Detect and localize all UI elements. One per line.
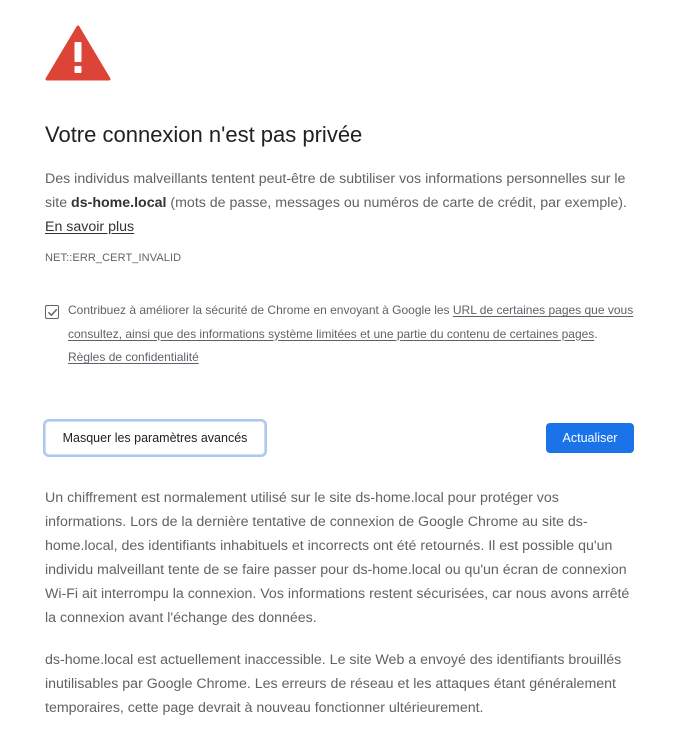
intro-text-before: Des individus malveillants tentent peut-être de subtiliser vos informations personnelles sur le site [45, 171, 626, 211]
hide-advanced-button[interactable]: Masquer les paramètres avancés [45, 421, 265, 455]
checkmark-icon [47, 307, 58, 318]
intro-text [45, 167, 637, 239]
optin-data-link[interactable]: URL de certaines pages que vous consultez, ainsi que des informations système limitées et une partie du contenu de certaines pages [68, 303, 634, 341]
error-code: NET::ERR_CERT_INVALID [45, 252, 182, 264]
reload-button[interactable]: Actualiser [546, 423, 634, 453]
details-paragraph: ds-home.local est actuellement inaccessible. Le site Web a envoyé des identifiants brouillés inutilisables par Google Chrome. Les erreurs de réseau et les attaques étant généralement temporaires, cette page devrait à nouveau fonctionner ultérieurement. [45, 652, 622, 716]
optin-label [68, 299, 637, 370]
host-name: ds-home.local [71, 195, 167, 211]
optin-text-before: Contribuez à améliorer la sécurité de Chrome en envoyant à Google les [68, 303, 453, 317]
page-title: Votre connexion n'est pas privée [45, 122, 363, 147]
warning-triangle-icon [45, 25, 111, 81]
optin-checkbox[interactable] [45, 305, 59, 319]
optin-separator: . [594, 326, 598, 341]
details-paragraph: Un chiffrement est normalement utilisé sur le site ds-home.local pour protéger vos informations. Lors de la dernière tentative de connexion de Google Chrome au site ds-home.local, des identifiants inhabituels et incorrects ont été retournés. Il est possible qu'un individu malveillant tente de se faire passer pour ds-home.local ou qu'un écran de connexion Wi-Fi ait interrompu la connexion. Vos informations restent sécurisées, car nous avons arrêté la connexion avant l'échange des données. [45, 490, 630, 626]
privacy-policy-link[interactable]: Règles de confidentialité [68, 350, 199, 364]
safe-browsing-optin [45, 304, 637, 370]
learn-more-link[interactable]: En savoir plus [45, 219, 135, 235]
intro-text-after: (mots de passe, messages ou numéros de carte de crédit, par exemple). [166, 195, 627, 211]
